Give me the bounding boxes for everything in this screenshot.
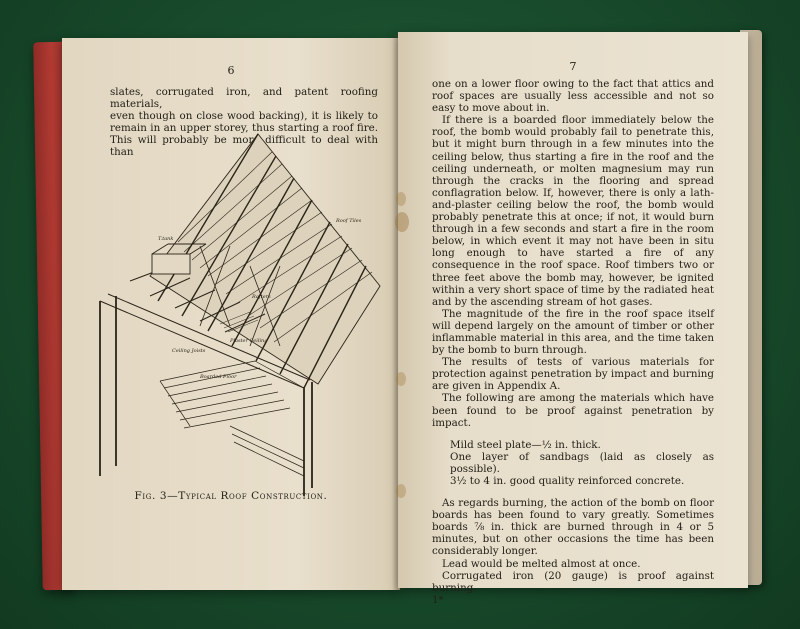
label-plaster-ceiling: Plaster Ceiling	[230, 338, 268, 344]
text-line: slates, corrugated iron, and patent roofing materials,	[110, 86, 378, 111]
paragraph: The results of tests of various materials for protection against penetration by impact and burning are given in Appendix A.	[432, 356, 714, 393]
label-ceiling-joists: Ceiling Joists	[172, 348, 206, 354]
paragraph: Lead would be melted almost at once.	[442, 557, 641, 570]
right-page-text	[432, 78, 714, 606]
page-number: 6	[227, 64, 235, 77]
paragraph: If there is a boarded floor immediately below the roof, the bomb would probably fail to penetrate this, but it might burn through in a few minutes into the ceiling below, thus starting a fire in the roof and the ceiling underneath, or molten magnesium may run through the cracks in the flooring and spread conflagration below. If, however, there is only a lath-and-plaster ceiling below the roof, the bomb would probably penetrate this at once; if not, it would burn through in a few seconds and start a fire in the room below, in which event it may not have been in situ long enough to have started a fire of any consequence in the roof space. Roof timbers two or three feet above the bomb may, however, be ignited within a very short space of time by the radiated heat and by the ascending stream of hot gases.	[432, 114, 714, 308]
paragraph: 1*	[432, 593, 444, 606]
label-tank: T.tank	[158, 236, 174, 242]
paragraph: Corrugated iron (20 gauge) is proof against burning.	[432, 569, 714, 594]
list-item: One layer of sandbags (laid as closely as possible).	[450, 450, 714, 475]
figure-caption: Fig. 3—Typical Roof Construction.	[134, 490, 328, 502]
list-item: 3½ to 4 in. good quality reinforced concrete.	[450, 475, 685, 487]
paragraph: The magnitude of the fire in the roof space itself will depend largely on the amount of timber or other inflammable material in this area, and the time taken by the bomb to burn through.	[432, 307, 714, 357]
materials-list	[432, 439, 714, 487]
paragraph: As regards burning, the action of the bomb on floor boards has been found to vary greatly. Sometimes boards ⅞ in. thick are burned through in 4 or 5 minutes, but on other occasions the time has been considerably longer.	[432, 497, 714, 558]
roof-construction-figure	[80, 126, 390, 501]
paragraph: one on a lower floor owing to the fact that attics and roof spaces are usually less accessible and not so easy to move about in.	[432, 78, 714, 115]
text-line: This will probably be more difficult to deal with than	[110, 134, 378, 159]
text-line: even though on close wood backing), it is likely to	[110, 110, 378, 123]
text-line: remain in an upper storey, thus starting a roof fire.	[110, 122, 378, 135]
paragraph: The following are among the materials which have been found to be proof against penetration by impact.	[432, 392, 714, 429]
left-page	[62, 38, 400, 590]
age-stain	[396, 372, 406, 386]
label-boarded-floor: Boarded Floor	[200, 374, 237, 380]
age-stain	[395, 212, 409, 232]
label-roof-tiles: Roof Tiles	[336, 218, 362, 224]
page-number: 7	[569, 60, 577, 73]
age-stain	[396, 484, 406, 498]
age-stain	[396, 192, 406, 206]
right-page	[398, 32, 748, 606]
label-rafters: Rafters	[252, 294, 271, 300]
list-item: Mild steel plate—½ in. thick.	[450, 438, 601, 451]
